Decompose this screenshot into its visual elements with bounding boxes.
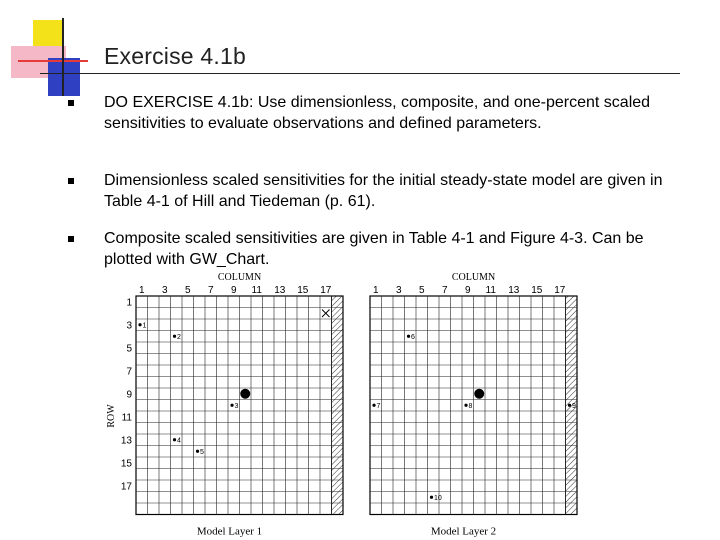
row-tick-label: 1 — [126, 297, 132, 309]
row-tick-label: 11 — [121, 412, 132, 424]
observation-point — [173, 335, 176, 338]
column-tick-label: 3 — [161, 285, 168, 296]
column-tick-label: 7 — [207, 285, 214, 296]
column-tick-label: 13 — [274, 285, 286, 296]
observation-point — [464, 404, 467, 407]
observation-point — [568, 404, 571, 407]
layer-label: Model Layer 2 — [430, 525, 497, 538]
row-tick-label: 3 — [126, 320, 132, 332]
pumping-well-marker — [474, 389, 484, 399]
layer-label: Model Layer 1 — [196, 525, 263, 538]
observation-label: 4 — [177, 437, 181, 445]
bullet-marker — [68, 100, 74, 106]
bullet-marker — [68, 236, 74, 242]
column-tick-label: 13 — [508, 285, 520, 296]
row-tick-label: 15 — [120, 458, 132, 470]
observation-point — [138, 323, 141, 326]
column-axis-title: COLUMN — [217, 272, 262, 283]
observation-label: 10 — [434, 494, 442, 502]
column-tick-label: 5 — [184, 285, 191, 296]
column-tick-label: 9 — [464, 285, 471, 296]
column-tick-label: 3 — [395, 285, 402, 296]
observation-label: 5 — [200, 448, 204, 456]
column-tick-label: 1 — [372, 285, 379, 296]
layer-grid-1 — [106, 272, 343, 538]
row-axis-title: ROW — [106, 404, 117, 428]
layer-grid-2 — [370, 272, 577, 538]
row-tick-label: 5 — [126, 343, 132, 355]
row-tick-label: 13 — [120, 435, 132, 447]
column-tick-label: 17 — [320, 285, 332, 296]
column-axis-title: COLUMN — [451, 272, 496, 283]
column-tick-label: 7 — [441, 285, 448, 296]
column-tick-label: 15 — [297, 285, 309, 296]
slide-title: Exercise 4.1b — [104, 43, 246, 69]
observation-point — [430, 496, 433, 499]
bullet-text-2: Dimensionless scaled sensitivities for the initial steady-state model are given in Table 4-1 of Hill and Tiedeman (p. 61). — [104, 172, 663, 210]
slide-logo-horizontal-line — [40, 73, 680, 74]
slide-logo-blue-block — [48, 58, 80, 96]
column-tick-label: 11 — [485, 285, 496, 296]
slide-logo-red-line — [18, 60, 88, 62]
observation-label: 1 — [142, 322, 147, 330]
observation-label: 2 — [177, 333, 181, 341]
model-grid-figure — [0, 270, 720, 540]
observation-label: 6 — [411, 333, 415, 341]
row-tick-label: 7 — [126, 366, 132, 378]
column-tick-label: 1 — [138, 285, 145, 296]
inactive-column-hatch — [332, 296, 344, 515]
observation-label: 7 — [376, 402, 381, 410]
observation-point — [173, 438, 176, 441]
column-tick-label: 17 — [554, 285, 566, 296]
observation-label: 8 — [468, 402, 473, 410]
column-tick-label: 9 — [230, 285, 237, 296]
row-tick-label: 9 — [126, 389, 132, 401]
column-tick-label: 5 — [418, 285, 425, 296]
bullet-marker — [68, 178, 74, 184]
row-tick-label: 17 — [120, 481, 132, 493]
slide-logo-vertical-line — [62, 18, 64, 96]
observation-point — [372, 404, 375, 407]
bullet-text-3: Composite scaled sensitivities are given in Table 4-1 and Figure 4-3. Can be plotted with GW_Chart. — [104, 230, 644, 268]
observation-point — [196, 450, 199, 453]
observation-point — [407, 335, 410, 338]
column-tick-label: 15 — [531, 285, 543, 296]
observation-label: 9 — [572, 402, 576, 410]
pumping-well-marker — [240, 389, 250, 399]
column-tick-label: 11 — [251, 285, 262, 296]
observation-point — [230, 404, 233, 407]
bullet-text-1: DO EXERCISE 4.1b: Use dimensionless, composite, and one-percent scaled sensitivities to evaluate observations and defined parameters. — [104, 94, 651, 132]
observation-label: 3 — [234, 402, 239, 410]
